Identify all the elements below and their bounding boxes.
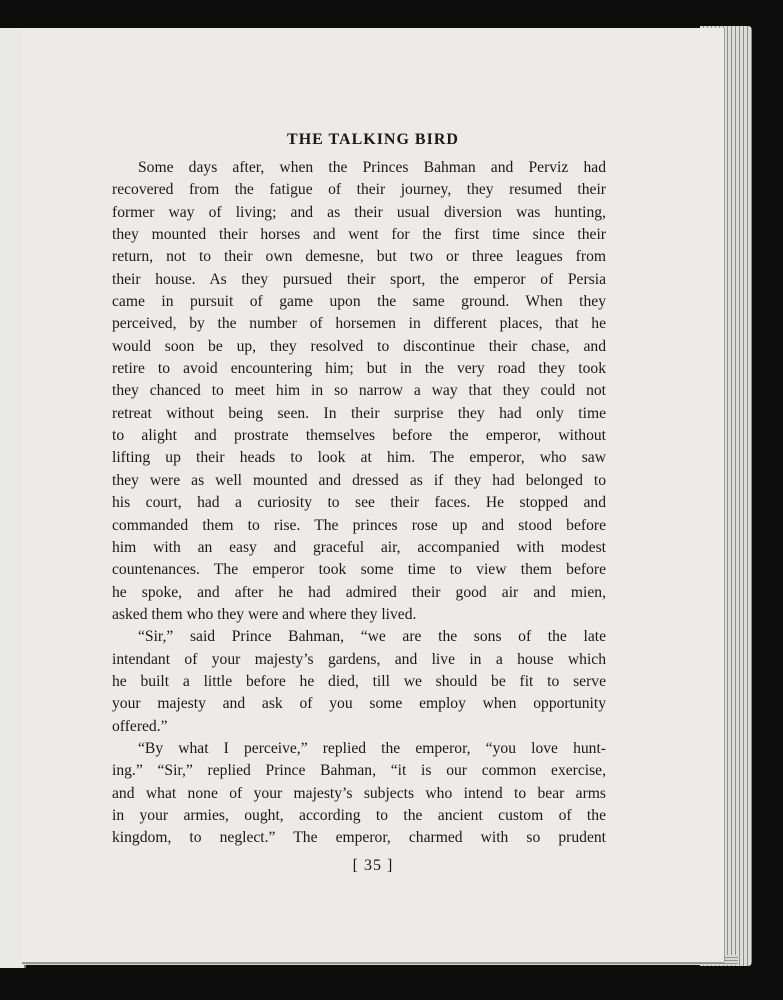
body-text: [112, 157, 606, 850]
text-line: return, not to their own demesne, but two or three leagues from: [112, 248, 606, 266]
text-line: countenances. The emperor took some time to view them before: [112, 561, 606, 579]
text-line: in your armies, ought, according to the ancient custom of the: [112, 806, 606, 824]
text-line: your majesty and ask of you some employ when opportunity: [112, 695, 606, 713]
book-page: [22, 28, 724, 962]
text-line: came in pursuit of game upon the same ground. When they: [112, 293, 606, 311]
text-line: they chanced to meet him in so narrow a way that they could not: [112, 382, 606, 400]
text-line: they were as well mounted and dressed as if they had belonged to: [112, 471, 606, 489]
text-line: retire to avoid encountering him; but in the very road they took: [112, 360, 606, 378]
text-line: would soon be up, they resolved to discontinue their chase, and: [112, 337, 606, 355]
text-line: commanded them to rise. The princes rose up and stood before: [112, 516, 606, 534]
text-line: their house. As they pursued their sport, the emperor of Persia: [112, 270, 606, 288]
text-line: “By what I perceive,” replied the emperor, “you love hunt-: [138, 739, 606, 757]
text-line: retreat without being seen. In their surprise they had only time: [112, 404, 606, 422]
text-line: and what none of your majesty’s subjects who intend to bear arms: [112, 784, 606, 802]
text-line: ing.” “Sir,” replied Prince Bahman, “it is our common exercise,: [112, 762, 606, 780]
text-line: Some days after, when the Princes Bahman and Perviz had: [138, 159, 606, 176]
text-line: perceived, by the number of horsemen in different places, that he: [112, 315, 606, 333]
text-line: lifting up their heads to look at him. The emperor, who saw: [112, 449, 606, 467]
text-line: they mounted their horses and went for the first time since their: [112, 226, 606, 244]
text-line: his court, had a curiosity to see their faces. He stopped and: [112, 494, 606, 512]
text-line: him with an easy and graceful air, accompanied with modest: [112, 538, 606, 556]
text-line: former way of living; and as their usual diversion was hunting,: [112, 203, 606, 221]
page-number: [ 35 ]: [352, 857, 394, 874]
text-line: “Sir,” said Prince Bahman, “we are the sons of the late: [138, 628, 606, 646]
text-line: he built a little before he died, till we should be fit to serve: [112, 672, 606, 690]
text-line: asked them who they were and where they lived.: [112, 605, 417, 623]
text-line: to alight and prostrate themselves before the emperor, without: [112, 427, 606, 445]
text-line: offered.”: [112, 717, 168, 735]
text-line: intendant of your majesty’s gardens, and live in a house which: [112, 650, 606, 668]
text-line: he spoke, and after he had admired their good air and mien,: [112, 583, 606, 601]
text-line: recovered from the fatigue of their journey, they resumed their: [112, 181, 606, 199]
text-line: kingdom, to neglect.” The emperor, charmed with so prudent: [112, 829, 606, 847]
running-header: THE TALKING BIRD: [287, 131, 459, 148]
